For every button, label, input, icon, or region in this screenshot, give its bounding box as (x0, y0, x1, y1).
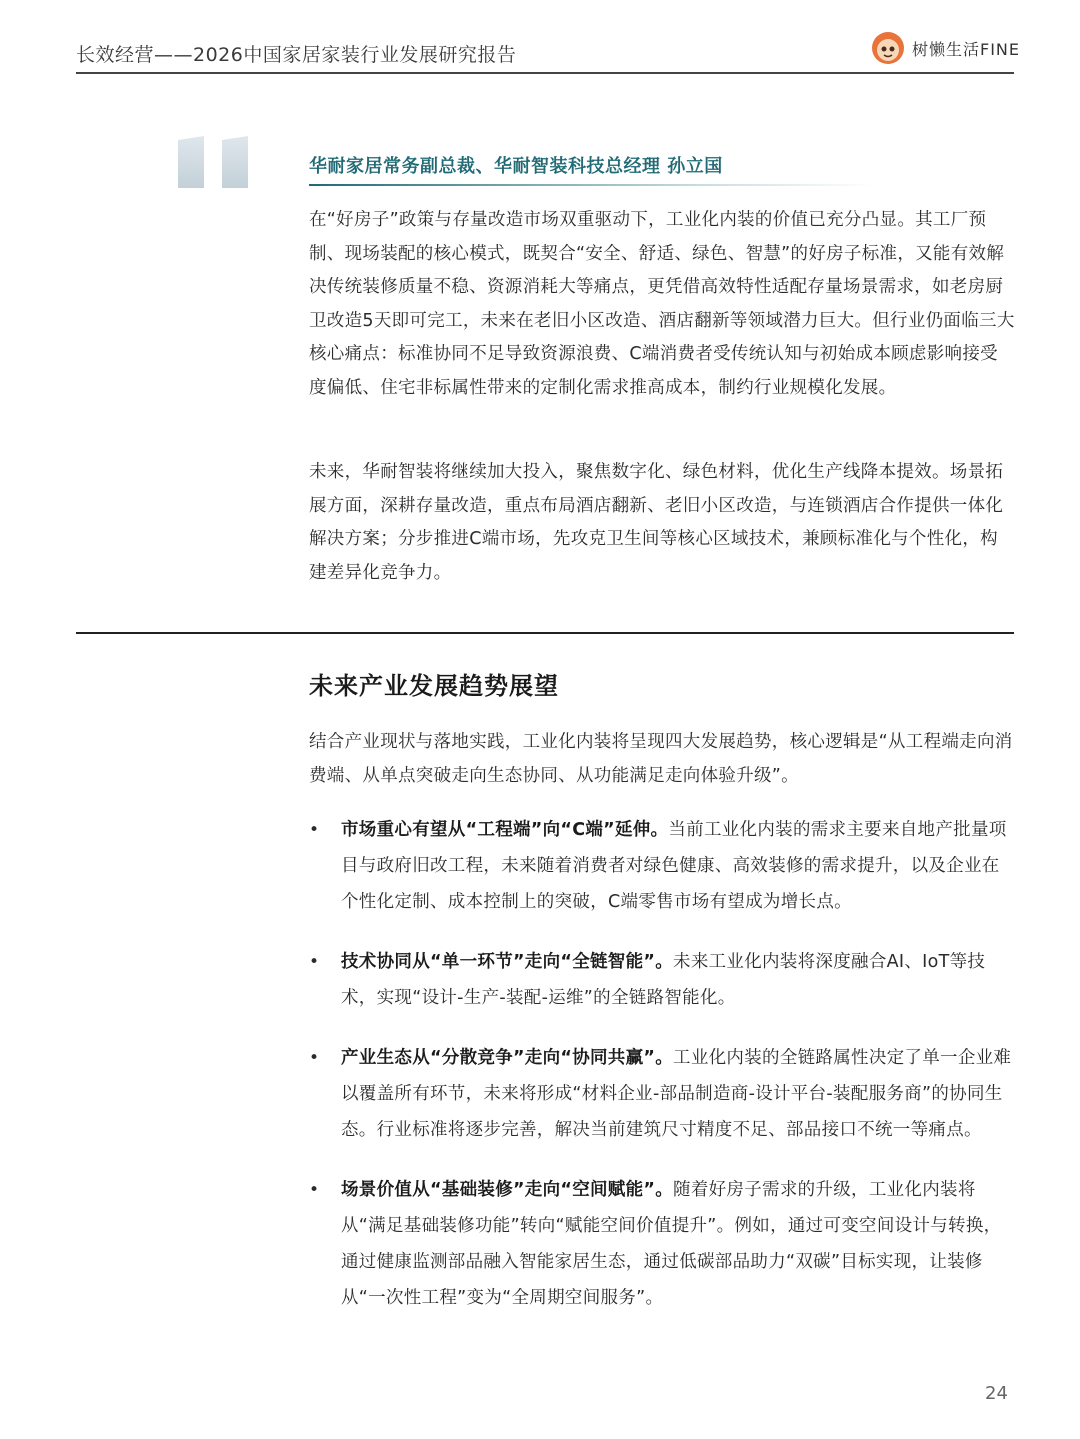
list-item-text: 未来工业化内装将深度融合AI、IoT等技术，实现“设计-生产-装配-运维”的全链路智能化。 (341, 952, 986, 1008)
list-item-text: 当前工业化内装的需求主要来自地产批量项目与政府旧改工程，未来随着消费者对绿色健康、高效装修的需求提升，以及企业在个性化定制、成本控制上的突破，C端零售市场有望成为增长点。 (341, 820, 1007, 912)
quote-paragraph-1: 在“好房子”政策与存量改造市场双重驱动下，工业化内装的价值已充分凸显。其工厂预制、现场装配的核心模式，既契合“安全、舒适、绿色、智慧”的好房子标准，又能有效解决传统装修质量不稳、资源消耗大等痛点，更凭借高效特性适配存量场景需求，如老房厨卫改造5天即可完工，未来在老旧小区改造、酒店翻新等领域潜力巨大。但行业仍面临三大核心痛点：标准协同不足导致资源浪费、C端消费者受传统认知与初始成本顾虑影响接受度偏低、住宅非标属性带来的定制化需求推高成本，制约行业规模化发展。 (309, 210, 1015, 398)
brand-name: 树懒生活FINE (912, 39, 1021, 59)
list-item (309, 1040, 1015, 1148)
bullet-icon: • (309, 1048, 320, 1068)
list-item-text: 工业化内装的全链路属性决定了单一企业难以覆盖所有环节，未来将形成“材料企业-部品制造商-设计平台-装配服务商”的协同生态。行业标准将逐步完善，解决当前建筑尺寸精度不足、部品接口不统一等痛点。 (341, 1048, 1012, 1140)
brand-logo (870, 30, 1020, 66)
list-item-heading: 场景价值从“基础装修”走向“空间赋能”。 (341, 1180, 674, 1200)
section-divider (76, 632, 1014, 634)
page-number: 24 (985, 1383, 1008, 1404)
quote-paragraph-2: 未来，华耐智装将继续加大投入，聚焦数字化、绿色材料，优化生产线降本提效。场景拓展方面，深耕存量改造，重点布局酒店翻新、老旧小区改造，与连锁酒店合作提供一体化解决方案；分步推进C端市场，先攻克卫生间等核心区域技术，兼顾标准化与个性化，构建差异化竞争力。 (309, 462, 1004, 583)
bullet-icon: • (309, 1180, 320, 1200)
section-intro: 结合产业现状与落地实践，工业化内装将呈现四大发展趋势，核心逻辑是“从工程端走向消费端、从单点突破走向生态协同、从功能满足走向体验升级”。 (309, 732, 1013, 786)
list-item (309, 1172, 1015, 1316)
trend-list (309, 812, 1015, 1316)
quote-mark-icon (170, 130, 260, 200)
quote-author: 华耐家居常务副总裁、华耐智装科技总经理 孙立国 (309, 156, 723, 177)
list-item (309, 944, 1015, 1016)
section-title: 未来产业发展趋势展望 (309, 672, 559, 700)
list-item-heading: 技术协同从“单一环节”走向“全链智能”。 (341, 952, 674, 972)
list-item-text: 随着好房子需求的升级，工业化内装将从“满足基础装修功能”转向“赋能空间价值提升”。例如，通过可变空间设计与转换，通过健康监测部品融入智能家居生态，通过低碳部品助力“双碳”目标实现，让装修从“一次性工程”变为“全周期空间服务”。 (341, 1180, 1002, 1308)
list-item-heading: 市场重心有望从“工程端”向“C端”延伸。 (341, 820, 669, 840)
bullet-icon: • (309, 952, 320, 972)
header-divider (76, 72, 1014, 74)
list-item (309, 812, 1015, 920)
author-underline (309, 184, 874, 186)
sloth-logo-icon (870, 30, 906, 66)
report-title: 长效经营——2026中国家居家装行业发展研究报告 (76, 44, 517, 66)
list-item-heading: 产业生态从“分散竞争”走向“协同共赢”。 (341, 1048, 674, 1068)
bullet-icon: • (309, 820, 320, 840)
